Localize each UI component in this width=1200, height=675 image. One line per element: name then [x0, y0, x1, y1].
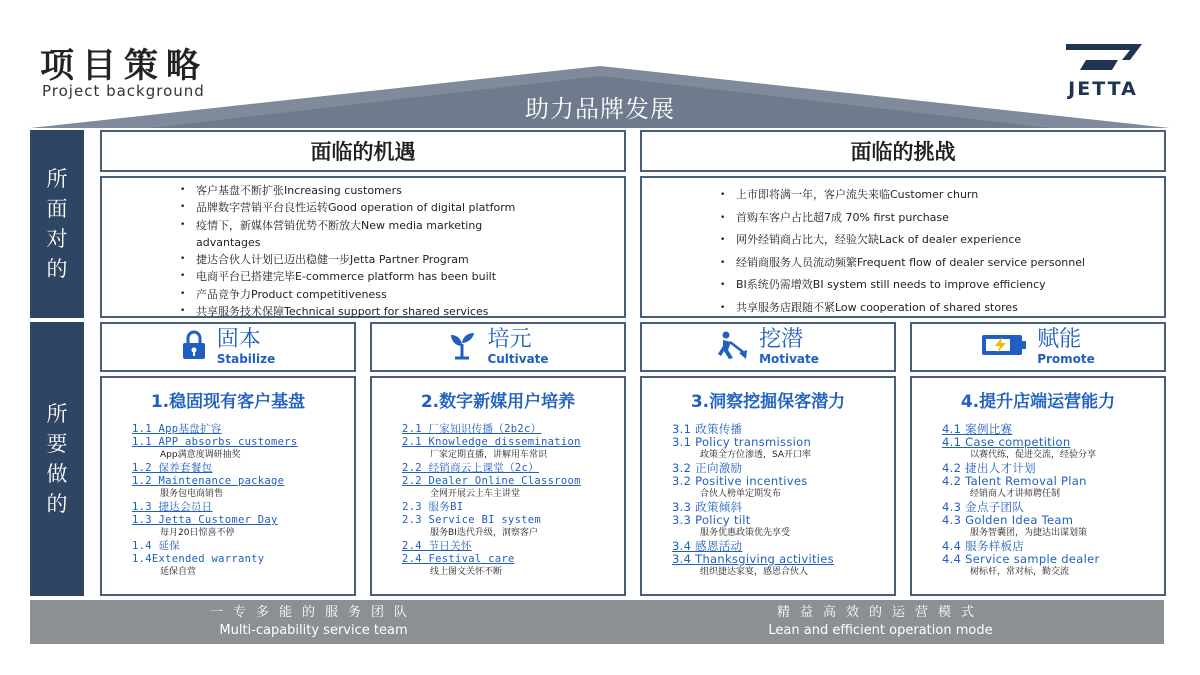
action-note: 服务包电商销售	[160, 489, 224, 499]
category-title: 赋能	[1037, 327, 1082, 352]
action-item: 2.4 节日关怀	[402, 540, 472, 552]
action-item: 4.1 Case competition	[942, 435, 1071, 449]
list-item: • 产品竞争力Product competitiveness	[176, 286, 524, 303]
category-subtitle: Motivate	[759, 352, 819, 366]
page-subtitle: Project background	[42, 82, 205, 100]
action-item: 2.3 服务BI	[402, 501, 464, 513]
action-item: 3.4 Thanksgiving activities	[672, 552, 834, 566]
action-list	[912, 423, 1164, 579]
action-panel-cultivate	[370, 376, 626, 596]
action-item: 1.4Extended warranty	[132, 553, 265, 565]
action-panel-promote	[910, 376, 1166, 596]
opportunities-panel	[100, 176, 626, 318]
list-item: • 电商平台已搭建完毕E-commerce platform has been built	[176, 268, 524, 285]
action-item: 4.4 Service sample dealer	[942, 552, 1100, 566]
category-subtitle: Promote	[1037, 352, 1095, 366]
action-note: 树标杆，常对标，勤交流	[970, 567, 1070, 577]
action-item: 1.3 Jetta Customer Day	[132, 514, 278, 526]
action-item: 3.1 政策传播	[672, 422, 743, 436]
action-item: 2.3 Service BI system	[402, 514, 542, 526]
action-title: 2.数字新媒用户培养	[420, 392, 576, 412]
action-note: 政策全方位渗透，SA开口率	[700, 450, 812, 460]
action-item: 3.2 Positive incentives	[672, 474, 808, 488]
action-item: 4.1 案例比赛	[942, 422, 1013, 436]
action-item: 3.1 Policy transmission	[672, 435, 812, 449]
challenges-list	[716, 184, 1144, 320]
category-stabilize	[100, 322, 356, 372]
lock-icon	[181, 330, 207, 364]
action-item: 4.3 Golden Idea Team	[942, 513, 1074, 527]
footer-left-en: Multi-capability service team	[219, 623, 408, 638]
footer-right	[597, 604, 1164, 640]
roof-title: 助力品牌发展	[525, 95, 675, 123]
action-item: 1.2 Maintenance package	[132, 475, 285, 487]
action-note: 合伙人榜单定期发布	[700, 489, 782, 499]
action-item: 4.4 服务样板店	[942, 539, 1025, 553]
list-item: • 共享服务技术保障Technical support for shared services	[176, 303, 524, 320]
action-note: 服务优惠政策优先享受	[700, 528, 791, 538]
action-item: 1.4 延保	[132, 540, 181, 552]
footer-left	[30, 604, 597, 640]
footer-band	[30, 600, 1164, 644]
action-item: 2.2 经销商云上课堂（2c）	[402, 462, 539, 474]
action-note: 线上图文关怀不断	[430, 567, 503, 577]
action-item: 3.3 政策倾斜	[672, 500, 743, 514]
action-note: 全网开展云上车主讲堂	[430, 489, 521, 499]
category-motivate	[640, 322, 896, 372]
action-note: 延保自营	[160, 567, 197, 577]
brand-name: JETTA	[1068, 78, 1138, 100]
action-item: 2.4 Festival care	[402, 553, 515, 565]
sprout-icon	[447, 330, 477, 364]
action-item: 2.2 Dealer Online Classroom	[402, 475, 581, 487]
footer-left-cn: 一专多能的服务团队	[209, 605, 417, 620]
action-note: 组织捷达家宴，感恩合伙人	[700, 567, 809, 577]
footer-right-cn: 精益高效的运营模式	[776, 605, 984, 620]
category-cultivate	[370, 322, 626, 372]
side-label-todo: 所要做的	[30, 322, 84, 596]
action-list	[372, 423, 624, 579]
category-promote	[910, 322, 1166, 372]
list-item: • 疫情下，新媒体营销优势不断放大New media marketing advantages	[176, 217, 524, 252]
action-note: 厂家定期直播，讲解用车常识	[430, 450, 548, 460]
action-list	[642, 423, 894, 579]
action-item: 1.3 捷达会员日	[132, 501, 213, 513]
list-item: • 共享服务店跟随不紧Low cooperation of shared stores	[716, 297, 1144, 320]
list-item: • 客户基盘不断扩张Increasing customers	[176, 182, 524, 199]
opportunities-list	[176, 182, 524, 320]
action-note: 服务BI迭代升级，洞察客户	[430, 528, 538, 538]
action-note: 每月20日惊喜不停	[160, 528, 235, 538]
action-note: 经销商人才讲师聘任制	[970, 489, 1061, 499]
list-item: • 网外经销商占比大，经验欠缺Lack of dealer experience	[716, 229, 1144, 252]
battery-icon	[981, 333, 1027, 361]
action-item: 4.2 捷出人才计划	[942, 461, 1036, 475]
category-subtitle: Stabilize	[216, 352, 276, 366]
action-title: 1.稳固现有客户基盘	[150, 392, 306, 412]
action-item: 3.2 正向激励	[672, 461, 743, 475]
list-item: • 捷达合伙人计划已迈出稳健一步Jetta Partner Program	[176, 251, 524, 268]
list-item: • 首购车客户占比超7成 70% first purchase	[716, 207, 1144, 230]
action-item: 2.1 厂家知识传播（2b2c）	[402, 423, 542, 435]
list-item: • 经销商服务人员流动频繁Frequent flow of dealer service personnel	[716, 252, 1144, 275]
list-item: • 上市即将满一年，客户流失来临Customer churn	[716, 184, 1144, 207]
action-item: 3.4 感恩活动	[672, 539, 743, 553]
action-item: 1.1 App基盘扩容	[132, 423, 222, 435]
list-item: • 品牌数字营销平台良性运转Good operation of digital platform	[176, 199, 524, 216]
challenges-heading: 面临的挑战	[640, 130, 1166, 172]
action-note: 以赛代练，促进交流，经验分享	[970, 450, 1097, 460]
action-item: 1.2 保养套餐包	[132, 462, 213, 474]
action-note: App满意度调研抽奖	[160, 450, 241, 460]
action-item: 4.3 金点子团队	[942, 500, 1025, 514]
action-item: 2.1 Knowledge dissemination	[402, 436, 581, 448]
category-title: 固本	[216, 327, 261, 352]
action-list	[102, 423, 354, 579]
action-item: 1.1 APP absorbs customers	[132, 436, 298, 448]
category-title: 培元	[487, 327, 532, 352]
side-label-face: 所面对的	[30, 130, 84, 318]
digging-icon	[717, 330, 749, 364]
action-item: 3.3 Policy tilt	[672, 513, 751, 527]
list-item: • BI系统仍需增效BI system still needs to improve efficiency	[716, 274, 1144, 297]
action-panel-motivate	[640, 376, 896, 596]
opportunities-heading: 面临的机遇	[100, 130, 626, 172]
action-title: 3.洞察挖掘保客潜力	[690, 392, 846, 412]
action-title: 4.提升店端运营能力	[960, 392, 1116, 412]
category-title: 挖潜	[759, 327, 804, 352]
footer-right-en: Lean and efficient operation mode	[768, 623, 993, 638]
challenges-panel	[640, 176, 1166, 318]
page-title: 项目策略	[40, 46, 208, 86]
action-panel-stabilize	[100, 376, 356, 596]
action-note: 服务智囊团，为捷达出谋划策	[970, 528, 1088, 538]
action-item: 4.2 Talent Removal Plan	[942, 474, 1087, 488]
category-subtitle: Cultivate	[487, 352, 549, 366]
